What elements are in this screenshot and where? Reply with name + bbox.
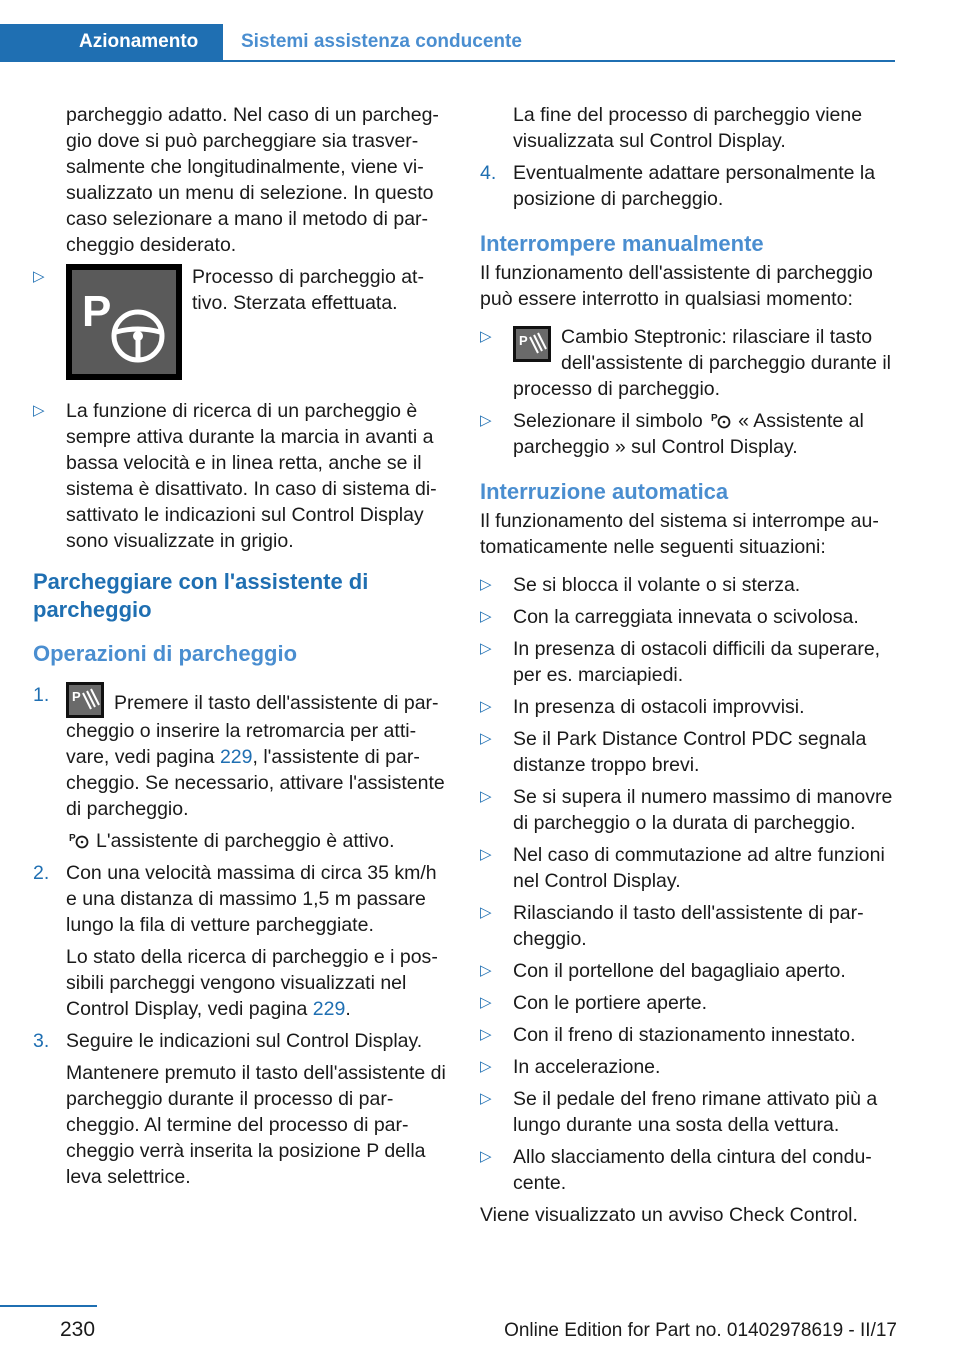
step-note <box>33 944 448 1022</box>
list-item <box>480 604 895 630</box>
bullet-text: « Assistente al parcheggio » sul Control Display. <box>513 410 864 458</box>
step-number: 1. <box>33 684 50 706</box>
park-assist-symbol-icon <box>710 410 732 430</box>
bullet-text: Con le portiere aperte. <box>513 992 708 1014</box>
list-item <box>480 1022 895 1048</box>
note-text: Lo stato della ricerca di parcheggio e i possibili parcheggi vengono visualizzati nel Control Display, vedi pagina <box>66 946 438 1020</box>
edition-text: Online Edition for Part no. 01402978619 - II/17 <box>504 1320 897 1341</box>
svg-text:P: P <box>72 689 81 704</box>
svg-text:P: P <box>519 333 528 348</box>
bullet-text: Se il Park Distance Control PDC segnala distanze troppo brevi. <box>513 728 867 776</box>
step-note: Mantenere premuto il tasto dell'assistente di parcheggio durante il processo di parcheggio. Al termine del processo di parcheggio verrà inserita la posizione P della leva selettrice. <box>66 1062 446 1188</box>
list-item <box>480 408 895 460</box>
page-link[interactable]: 229 <box>219 746 253 768</box>
step-note <box>33 828 448 854</box>
step-item <box>480 160 895 212</box>
triangle-right-icon: ▷ <box>480 904 492 921</box>
bullet-text: Selezionare il simbolo <box>513 410 703 432</box>
bullet-text: Nel caso di commutazione ad altre funzioni nel Control Display. <box>513 844 885 892</box>
parking-steering-icon <box>66 264 182 380</box>
triangle-right-icon: ▷ <box>480 1026 492 1043</box>
step-text: Premere il tasto dell'assistente di parcheggio o inserire la retromarcia per attivare, vedi pagina <box>66 692 439 768</box>
triangle-right-icon: ▷ <box>480 730 492 747</box>
triangle-right-icon: ▷ <box>33 402 45 419</box>
park-assist-button-icon <box>66 682 104 718</box>
section-text: Il funzionamento del sistema si interrompe automaticamente nelle seguenti situazioni: <box>480 510 879 558</box>
bullet-text: Rilasciando il tasto dell'assistente di parcheggio. <box>513 902 864 950</box>
bullet-text: Se si blocca il volante o si sterza. <box>513 574 801 596</box>
list-item <box>480 958 895 984</box>
step-item <box>33 682 448 822</box>
triangle-right-icon: ▷ <box>480 608 492 625</box>
list-item <box>33 264 448 392</box>
triangle-right-icon: ▷ <box>480 788 492 805</box>
auto-interrupt-list <box>480 572 895 1196</box>
step-number: 3. <box>33 1030 50 1052</box>
list-item <box>480 784 895 836</box>
step-text: Seguire le indicazioni sul Control Display. <box>66 1030 423 1052</box>
bullet-text: Allo slacciamento della cintura del conducente. <box>513 1146 872 1194</box>
bullet-text: Se si supera il numero massimo di manovre di parcheggio o la durata di parcheggio. <box>513 786 893 834</box>
step-text: Eventualmente adattare personalmente la posizione di parcheggio. <box>513 162 876 210</box>
list-item <box>480 900 895 952</box>
note-text: L'assistente di parcheggio è attivo. <box>96 830 395 852</box>
step-number: 4. <box>480 162 497 184</box>
subsection-heading: Interruzione automatica <box>480 479 729 504</box>
note-text: . <box>345 998 351 1020</box>
bullet-text: Cambio Steptronic: rilasciare il tasto dell'assistente di parcheggio durante il processo di parcheggio. <box>513 326 892 400</box>
step-item <box>33 860 448 938</box>
list-item <box>33 398 448 554</box>
right-column <box>480 102 895 1234</box>
bullet-text: In presenza di ostacoli improvvisi. <box>513 696 805 718</box>
tab-azionamento[interactable]: Azionamento <box>0 24 223 60</box>
list-item <box>480 1086 895 1138</box>
triangle-right-icon: ▷ <box>480 846 492 863</box>
bullet-text: La funzione di ricerca di un parcheggio è sempre attiva durante la marcia in avanti a bassa velocità e in linea retta, anche se il sistema è disattivato. In caso di sistema disattivato le indicazioni sul Control Display sono visualizzate in grigio. <box>66 400 437 552</box>
list-item <box>480 324 895 402</box>
triangle-right-icon: ▷ <box>480 962 492 979</box>
triangle-right-icon: ▷ <box>480 994 492 1011</box>
svg-text:P: P <box>711 413 718 424</box>
park-assist-symbol-icon <box>68 830 90 850</box>
triangle-right-icon: ▷ <box>480 640 492 657</box>
page-number: 230 <box>60 1318 96 1341</box>
list-item <box>480 636 895 688</box>
svg-text:P: P <box>82 287 112 336</box>
step-item <box>33 1028 448 1054</box>
triangle-right-icon: ▷ <box>480 328 492 345</box>
page-link[interactable]: 229 <box>312 998 346 1020</box>
triangle-right-icon: ▷ <box>480 576 492 593</box>
bullet-text: Con il freno di stazionamento innestato. <box>513 1024 856 1046</box>
step-text: Con una velocità massima di circa 35 km/h e una distanza di massimo 1,5 m passare lungo la fila di vetture parcheggiate. <box>66 862 437 936</box>
list-item <box>480 694 895 720</box>
step-text: , l'assistente di parcheggio. Se necessario, attivare l'assistente di parcheggio. <box>66 746 445 820</box>
left-column <box>33 102 448 1196</box>
subsection-heading: Interrompere manualmente <box>480 231 764 256</box>
section-heading: Parcheggiare con l'assistente di parcheggio <box>33 569 369 622</box>
list-item <box>480 1144 895 1196</box>
list-item <box>480 572 895 598</box>
bullet-text: In accelerazione. <box>513 1056 661 1078</box>
chapter-header <box>0 24 895 62</box>
closing-text: Viene visualizzato un avviso Check Control. <box>480 1204 858 1226</box>
svg-text:P: P <box>69 833 76 844</box>
triangle-right-icon: ▷ <box>480 1058 492 1075</box>
bullet-text: In presenza di ostacoli difficili da superare, per es. marciapiedi. <box>513 638 881 686</box>
list-item <box>480 990 895 1016</box>
intro-paragraph: parcheggio adatto. Nel caso di un parcheggio dove si può parcheggiare sia trasversalmente che longitudinalmente, viene visualizzato un menu di selezione. In questo caso selezionare a mano il metodo di parcheggio desiderato. <box>66 104 439 256</box>
park-assist-button-icon <box>513 326 551 362</box>
list-item <box>480 842 895 894</box>
bullet-text: Se il pedale del freno rimane attivato più a lungo durante una sosta della vettura. <box>513 1088 878 1136</box>
section-text: Il funzionamento dell'assistente di parcheggio può essere interrotto in qualsiasi momento: <box>480 262 873 310</box>
bullet-text: Processo di parcheggio attivo. Sterzata effettuata. <box>192 266 424 314</box>
triangle-right-icon: ▷ <box>480 412 492 429</box>
list-item <box>480 1054 895 1080</box>
intro-paragraph: La fine del processo di parcheggio viene visualizzata sul Control Display. <box>513 104 863 152</box>
triangle-right-icon: ▷ <box>480 698 492 715</box>
triangle-right-icon: ▷ <box>480 1090 492 1107</box>
tab-sistemi-assistenza[interactable]: Sistemi assistenza conducente <box>241 31 522 52</box>
list-item <box>480 726 895 778</box>
bullet-text: Con la carreggiata innevata o scivolosa. <box>513 606 859 628</box>
triangle-right-icon: ▷ <box>480 1148 492 1165</box>
bullet-text: Con il portellone del bagagliaio aperto. <box>513 960 846 982</box>
subsection-heading: Operazioni di parcheggio <box>33 641 298 666</box>
step-number: 2. <box>33 862 50 884</box>
triangle-right-icon: ▷ <box>33 268 45 285</box>
footer-rule <box>0 1305 97 1307</box>
